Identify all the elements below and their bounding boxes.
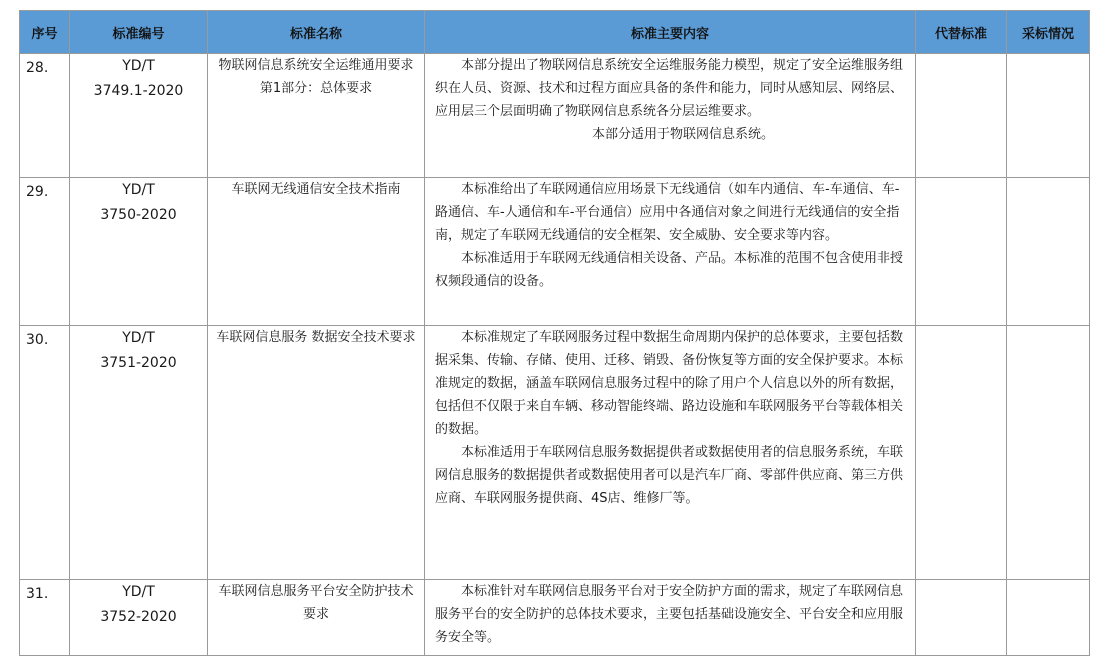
content-paragraph: 本标准适用于车联网信息服务数据提供者或数据使用者的信息服务系统，车联网信息服务的数据提供者或数据使用者可以是汽车厂商、零部件供应商、第三方供应商、车联网服务提供商、4S店、维修厂等。	[435, 445, 904, 506]
header-replace: 代替标准	[916, 11, 1007, 54]
replace-standard-cell	[916, 54, 1007, 178]
table-row	[20, 54, 1090, 178]
code-number: 3749.1-2020	[93, 83, 184, 99]
standard-content	[425, 54, 916, 178]
standard-content	[425, 178, 916, 326]
adoption-cell	[1007, 178, 1090, 326]
code-prefix: YD/T	[122, 584, 155, 600]
content-paragraph: 本标准针对车联网信息服务平台对于安全防护方面的需求，规定了车联网信息服务平台的安全防护的总体技术要求，主要包括基础设施安全、平台安全和应用服务安全等。	[435, 584, 904, 645]
adoption-cell	[1007, 580, 1090, 656]
adoption-cell	[1007, 54, 1090, 178]
code-prefix: YD/T	[122, 330, 155, 346]
code-prefix: YD/T	[122, 58, 155, 74]
header-no: 序号	[20, 11, 70, 54]
row-number: 31.	[20, 580, 70, 656]
standard-name: 物联网信息系统安全运维通用要求 第1部分：总体要求	[208, 54, 425, 178]
header-row	[20, 11, 1090, 54]
content-paragraph: 本部分提出了物联网信息系统安全运维服务能力模型，规定了安全运维服务组织在人员、资源、技术和过程方面应具备的条件和能力，同时从感知层、网络层、应用层三个层面明确了物联网信息系统各分层运维要求。	[435, 58, 904, 119]
row-number: 30.	[20, 326, 70, 580]
standard-code	[70, 178, 208, 326]
standard-code	[70, 580, 208, 656]
standard-content	[425, 326, 916, 580]
replace-standard-cell	[916, 178, 1007, 326]
header-content: 标准主要内容	[425, 11, 916, 54]
header-name: 标准名称	[208, 11, 425, 54]
row-number: 28.	[20, 54, 70, 178]
standard-content	[425, 580, 916, 656]
standard-name: 车联网信息服务平台安全防护技术要求	[208, 580, 425, 656]
table-row	[20, 580, 1090, 656]
header-code: 标准编号	[70, 11, 208, 54]
header-adopt: 采标情况	[1007, 11, 1090, 54]
adoption-cell	[1007, 326, 1090, 580]
replace-standard-cell	[916, 580, 1007, 656]
content-paragraph: 本标准适用于车联网无线通信相关设备、产品。本标准的范围不包含使用非授权频段通信的设备。	[435, 251, 904, 289]
code-prefix: YD/T	[122, 182, 155, 198]
code-number: 3750-2020	[100, 207, 177, 223]
code-number: 3751-2020	[100, 355, 177, 371]
standard-name: 车联网信息服务 数据安全技术要求	[208, 326, 425, 580]
row-number: 29.	[20, 178, 70, 326]
content-paragraph: 本部分适用于物联网信息系统。	[591, 127, 774, 142]
code-number: 3752-2020	[100, 609, 177, 625]
standards-table	[19, 10, 1090, 656]
table-row	[20, 178, 1090, 326]
content-paragraph: 本标准规定了车联网服务过程中数据生命周期内保护的总体要求，主要包括数据采集、传输、存储、使用、迁移、销毁、备份恢复等方面的安全保护要求。本标准规定的数据，涵盖车联网信息服务过程中的除了用户个人信息以外的所有数据，包括但不仅限于来自车辆、移动智能终端、路边设施和车联网服务平台等载体相关的数据。	[435, 330, 904, 437]
content-paragraph: 本标准给出了车联网通信应用场景下无线通信（如车内通信、车-车通信、车-路通信、车-人通信和车-平台通信）应用中各通信对象之间进行无线通信的安全指南，规定了车联网无线通信的安全框架、安全威胁、安全要求等内容。	[435, 182, 900, 243]
standard-name: 车联网无线通信安全技术指南	[208, 178, 425, 326]
replace-standard-cell	[916, 326, 1007, 580]
table-row	[20, 326, 1090, 580]
standard-code	[70, 326, 208, 580]
standard-code	[70, 54, 208, 178]
